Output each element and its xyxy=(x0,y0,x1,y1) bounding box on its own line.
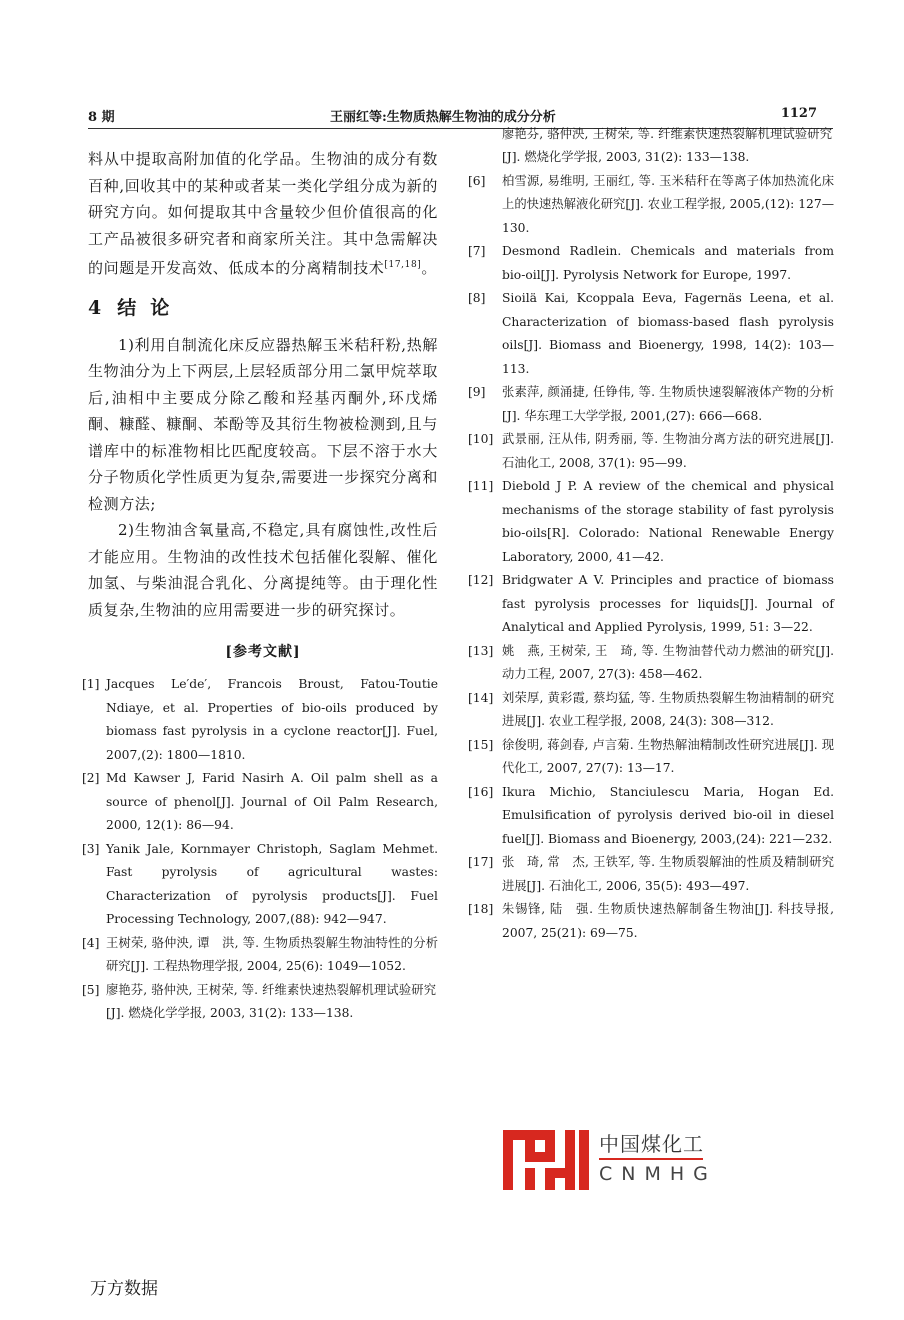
reference-item xyxy=(468,569,834,640)
reference-text: 徐俊明, 蒋剑春, 卢言菊. 生物热解油精制改性研究进展[J]. 现代化工, 2007, 27(7): 13—17. xyxy=(502,737,834,775)
logo-en-text: CNMHG xyxy=(599,1163,717,1185)
conclusion-1: 1)利用自制流化床反应器热解玉米秸秆粉,热解生物油分为上下两层,上层轻质部分用二氯甲烷萃取后,油相中主要成分除乙酸和羟基丙酮外,环戊烯酮、糠醛、糠酮、苯酚等及其衍生物被检测到,且与谱库中的标准物相比匹配度较高。下层不溶于水大分子物质化学性质更为复杂,需要进一步探究分离和检测方法; xyxy=(88,335,438,513)
reference-text: 姚 燕, 王树荣, 王 琦, 等. 生物油替代动力燃油的研究[J]. 动力工程, 2007, 27(3): 458—462. xyxy=(502,643,834,681)
references-list-left xyxy=(82,673,438,979)
reference-text: 廖艳芬, 骆仲泱, 王树荣, 等. 纤维素快速热裂解机理试验研究[J]. 燃烧化学学报, 2003, 31(2): 133—138. xyxy=(106,982,436,1020)
reference-text: 朱锡锋, 陆 强. 生物质快速热解制备生物油[J]. 科技导报, 2007, 25(21): 69—75. xyxy=(502,902,834,940)
reference-number-spacer xyxy=(468,146,502,170)
reference-text: 刘荣厚, 黄彩霞, 蔡均猛, 等. 生物质热裂解生物油精制的研究进展[J]. 农业工程学报, 2008, 24(3): 308—312. xyxy=(502,690,834,728)
reference-number: [15] xyxy=(468,737,494,752)
reference-text: Diebold J P. A review of the chemical and physical mechanisms of the storage stability of fast pyrolysis bio-oils[R]. Colorado: National Renewable Energy Laboratory, 2000, 41—42. xyxy=(502,479,834,564)
section-title: 结论 xyxy=(117,296,184,319)
reference-text: 张 琦, 常 杰, 王铁军, 等. 生物质裂解油的性质及精制研究进展[J]. 石油化工, 2006, 35(5): 493—497. xyxy=(502,855,834,893)
intro-paragraph xyxy=(88,146,438,282)
reference-number: [9] xyxy=(468,385,486,399)
reference-number: [2] xyxy=(82,771,100,785)
reference-item xyxy=(468,381,834,428)
reference-number: [10] xyxy=(468,432,494,446)
reference-item-5 xyxy=(82,979,438,1020)
reference-text: Sioilä Kai, Kcoppala Eeva, Fagernäs Leena, et al. Characterization of biomass-based flash pyrolysis oils[J]. Biomass and Bioenergy, 1998, 14(2): 103—113. xyxy=(502,291,834,376)
reference-text: 张素萍, 颜涌捷, 任铮伟, 等. 生物质快速裂解液体产物的分析[J]. 华东理工大学学报, 2001,(27): 666—668. xyxy=(502,385,834,423)
left-column xyxy=(82,146,438,1020)
page-number: 1127 xyxy=(780,106,817,121)
reference-number: [16] xyxy=(468,784,494,799)
reference-number: [4] xyxy=(82,935,100,950)
reference-5-continuation-clip xyxy=(502,126,832,170)
reference-text: Jacques Le′de′, Francois Broust, Fatou-Toutie Ndiaye, et al. Properties of bio-oils produced by biomass fast pyrolysis in a cyclone reactor[J]. Fuel, 2007,(2): 1800—1810. xyxy=(106,677,438,762)
reference-item xyxy=(468,240,834,287)
reference-number: [7] xyxy=(468,244,486,258)
reference-number: [3] xyxy=(82,841,100,856)
reference-number: [6] xyxy=(468,173,486,188)
reference-item xyxy=(468,734,834,781)
reference-number: [11] xyxy=(468,479,494,493)
reference-item xyxy=(468,687,834,734)
reference-text-continued: 廖艳芬, 骆仲泱, 王树荣, 等. 纤维素快速热裂解机理试验研究[J]. 燃烧化学学报, 2003, 31(2): 133—138. xyxy=(502,126,832,164)
reference-item xyxy=(468,428,834,475)
reference-5-continuation xyxy=(468,126,834,170)
reference-item xyxy=(468,781,834,852)
reference-text: Md Kawser J, Farid Nasirh A. Oil palm shell as a source of phenol[J]. Journal of Oil Palm Research, 2000, 12(1): 86—94. xyxy=(106,771,438,832)
reference-item xyxy=(468,170,834,241)
reference-number: [12] xyxy=(468,573,494,587)
cnmhg-logo xyxy=(503,1130,717,1190)
reference-item xyxy=(468,475,834,569)
reference-item xyxy=(82,673,438,767)
reference-text: Bridgwater A V. Principles and practice of biomass fast pyrolysis processes for liquids[J]. Journal of Analytical and Applied Pyrolysis, 1999, 51: 3—22. xyxy=(502,573,834,634)
reference-text: Ikura Michio, Stanciulescu Maria, Hogan Ed. Emulsification of pyrolysis derived bio-oil in diesel fuel[J]. Biomass and Bioenergy, 2003,(24): 221—232. xyxy=(502,784,834,846)
reference-item xyxy=(82,932,438,979)
reference-number: [5] xyxy=(82,982,100,997)
intro-text: 料从中提取高附加值的化学品。生物油的成分有数百种,回收其中的某种或者某一类化学组分成为新的研究方向。如何提取其中含量较少但价值很高的化工产品被很多研究者和商家所关注。其中急需解决的问题是开发高效、低成本的分离精制技术 xyxy=(88,150,438,277)
section-number: 4 xyxy=(88,296,104,319)
logo-divider xyxy=(599,1158,703,1160)
reference-text: 王树荣, 骆仲泱, 谭 洪, 等. 生物质热裂解生物油特性的分析研究[J]. 工程热物理学报, 2004, 25(6): 1049—1052. xyxy=(106,935,438,973)
reference-text: Desmond Radlein. Chemicals and materials from bio-oil[J]. Pyrolysis Network for Europe, 1997. xyxy=(502,244,834,282)
issue-number: 8 期 xyxy=(88,110,115,125)
footer-watermark: 万方数据 xyxy=(90,1279,158,1299)
reference-5-first-line xyxy=(106,979,436,1020)
reference-number: [8] xyxy=(468,291,486,305)
reference-item xyxy=(468,640,834,687)
reference-number: [1] xyxy=(82,677,100,691)
reference-item xyxy=(82,767,438,838)
reference-text: Yanik Jale, Kornmayer Christoph, Saglam Mehmet. Fast pyrolysis of agricultural wastes: Characterization of pyrolysis products[J]. Fuel Processing Technology, 2007,(88): 942—947. xyxy=(106,841,438,926)
intro-end: 。 xyxy=(421,259,438,277)
references-list-right xyxy=(468,170,834,946)
conclusion-2: 2)生物油含氧量高,不稳定,具有腐蚀性,改性后才能应用。生物油的改性技术包括催化裂解、催化加氢、与柴油混合乳化、分离提纯等。由于理化性质复杂,生物油的应用需要进一步的研究探讨。 xyxy=(88,521,438,619)
right-column xyxy=(468,126,834,945)
citation: [17,18] xyxy=(384,260,422,270)
reference-item xyxy=(82,838,438,932)
reference-item xyxy=(468,898,834,945)
reference-item xyxy=(468,287,834,381)
logo-cn-text: 中国煤化工 xyxy=(599,1132,704,1156)
reference-number: [17] xyxy=(468,855,494,869)
reference-number: [14] xyxy=(468,690,494,705)
running-title: 王丽红等:生物质热解生物油的成分分析 xyxy=(330,110,556,125)
reference-number: [13] xyxy=(468,643,494,658)
reference-number: [18] xyxy=(468,902,494,916)
section-heading xyxy=(88,294,438,322)
references-heading: [参考文献] xyxy=(225,644,301,660)
reference-item xyxy=(468,851,834,898)
reference-text: 柏雪源, 易维明, 王丽红, 等. 玉米秸秆在等离子体加热流化床上的快速热解液化研究[J]. 农业工程学报, 2005,(12): 127—130. xyxy=(502,173,834,235)
reference-text: 武景丽, 汪从伟, 阴秀丽, 等. 生物油分离方法的研究进展[J]. 石油化工, 2008, 37(1): 95—99. xyxy=(502,432,834,470)
